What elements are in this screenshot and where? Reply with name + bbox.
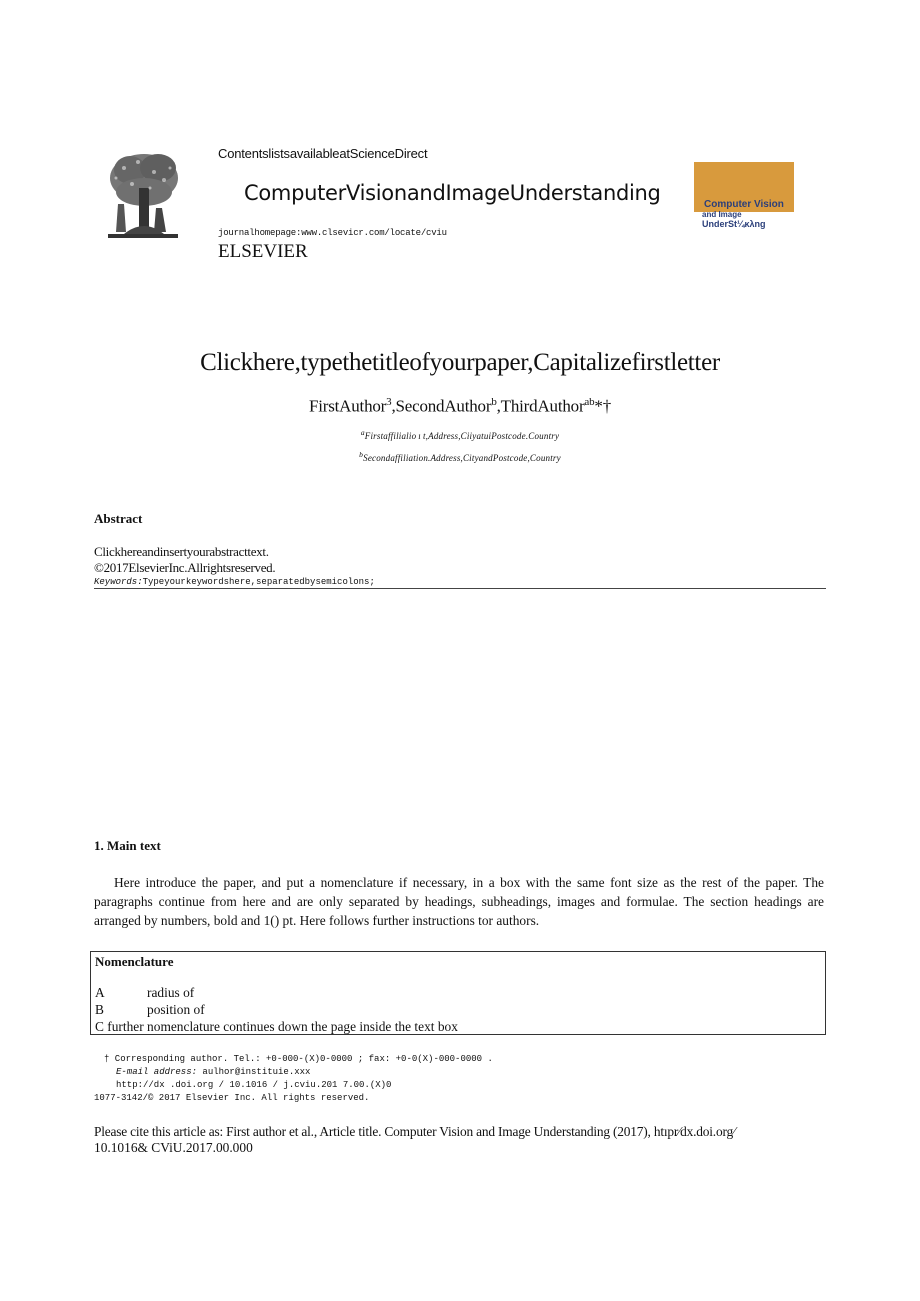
citation-line-1: Please cite this article as: First author et al., Article title. Computer Vision and Image Understanding (2017), htıpr⁄dx.doi.org⁄ bbox=[94, 1124, 735, 1139]
author-affil-mark: 3 bbox=[386, 396, 392, 408]
keywords-line bbox=[94, 577, 375, 587]
keywords-label: Keywords: bbox=[94, 577, 143, 587]
author-affil-mark: b bbox=[491, 396, 497, 408]
paper-title: Clickhere,typethetitleofyourpaper,Capitalizefirstletter bbox=[200, 349, 720, 376]
journal-cover-thumbnail bbox=[694, 162, 794, 232]
abstract-divider bbox=[94, 588, 826, 589]
cover-title-line-3: UnderSt¼κλng bbox=[702, 219, 766, 229]
affiliation-b bbox=[0, 450, 920, 463]
cover-title-line-1: Computer Vision bbox=[704, 199, 784, 210]
nomenclature-continuation: C further nomenclature continues down the page inside the text box bbox=[95, 1019, 458, 1034]
nomenclature-definition: radius of bbox=[147, 985, 195, 1000]
email-label: E-mail address: bbox=[116, 1067, 198, 1077]
nomenclature-symbol: A bbox=[95, 985, 105, 1000]
author-list bbox=[0, 396, 920, 417]
affiliation-text: Secondaffiliation.Address,CityandPostcode,Country bbox=[363, 453, 561, 463]
author-affil-mark: ab bbox=[584, 396, 595, 408]
contents-available-line: ContentslistsavailableatScienceDirect bbox=[218, 146, 428, 161]
author-name: ,ThirdAuthor bbox=[496, 396, 585, 416]
nomenclature-definition: position of bbox=[147, 1002, 205, 1017]
corresponding-author-footnote: † Corresponding author. Tel.: +0-000-(X)0-0000 ; fax: +0-0(X)-000-0000 . bbox=[104, 1054, 493, 1064]
abstract-heading: Abstract bbox=[94, 511, 143, 526]
issn-line: 1077-3142/© 2017 Elsevier Inc. All rights reserved. bbox=[94, 1093, 370, 1103]
body-paragraph: Here introduce the paper, and put a nomenclature if necessary, in a box with the same font size as the rest of the paper. The paragraphs continue from here and are only separated by headings, subheadings, images and formulae. The section headings are arranged by numbers, bold and 1() pt. Here follows further instructions tor authors. bbox=[94, 875, 824, 928]
doi-link[interactable]: http://dx .doi.org / 10.1016 / j.cviu.201 7.00.(X)0 bbox=[116, 1080, 392, 1090]
nomenclature-heading: Nomenclature bbox=[95, 954, 174, 969]
elsevier-tree-logo bbox=[104, 148, 182, 244]
publisher-name: ELSEVIER bbox=[218, 241, 308, 262]
email-address-link[interactable]: aulhor@instituie.xxx bbox=[197, 1067, 311, 1077]
cover-title-line-2: and Image bbox=[702, 210, 742, 219]
affiliation-mark: b bbox=[359, 450, 364, 459]
journal-title: ComputerVisionandImageUnderstanding bbox=[244, 181, 661, 205]
affiliation-mark: a bbox=[360, 428, 365, 437]
corresponding-marks: *† bbox=[594, 396, 611, 416]
affiliation-text: Firstaffilialio ı t,Address,CiiyatuiPostcode.Country bbox=[364, 431, 560, 441]
copyright-line: ©2017ElsevierInc.Allrightsreserved. bbox=[94, 560, 276, 575]
nomenclature-box bbox=[90, 951, 826, 1035]
section-heading: 1. Main text bbox=[94, 838, 161, 853]
nomenclature-symbol: B bbox=[95, 1002, 104, 1017]
nomenclature-row bbox=[95, 1002, 205, 1018]
journal-homepage-link[interactable]: journalhomepage:www.clsevicr.com/locate/cviu bbox=[218, 228, 447, 238]
nomenclature-row bbox=[95, 985, 194, 1001]
abstract-text: Clickhereandinsertyourabstracttext. bbox=[94, 544, 269, 559]
author-name: FirstAuthor bbox=[309, 396, 387, 416]
author-name: ,SecondAuthor bbox=[391, 396, 492, 416]
affiliation-a bbox=[0, 428, 920, 441]
email-footnote bbox=[116, 1067, 310, 1077]
citation-line-2: 10.1016& CViU.2017.00.000 bbox=[94, 1140, 253, 1155]
keywords-text: Typeyourkeywordshere,separatedbysemicolons; bbox=[142, 577, 375, 587]
